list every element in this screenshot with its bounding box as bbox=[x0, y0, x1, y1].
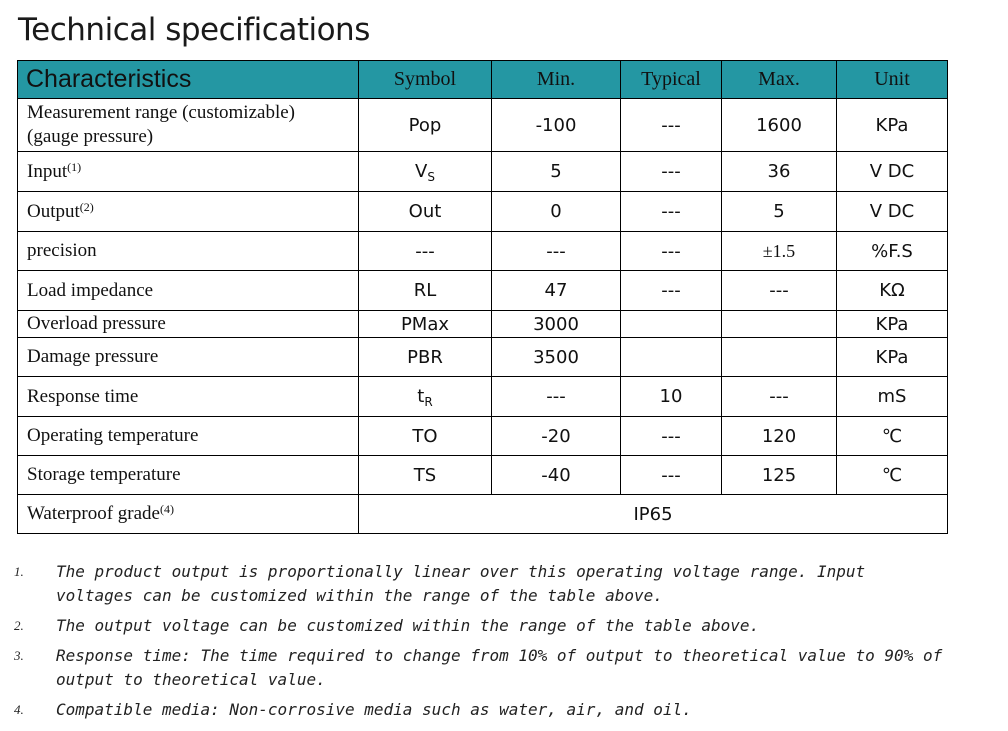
cell-max: 1600 bbox=[722, 99, 837, 152]
row-label: Operating temperature bbox=[18, 417, 359, 456]
cell-max: 36 bbox=[722, 152, 837, 192]
header-typical: Typical bbox=[621, 61, 722, 99]
row-label: Load impedance bbox=[18, 271, 359, 311]
cell-symbol: PBR bbox=[359, 338, 492, 377]
cell-typical: --- bbox=[621, 456, 722, 495]
symbol-subscript: R bbox=[424, 395, 433, 409]
cell-typical bbox=[621, 311, 722, 338]
cell-unit: ℃ bbox=[837, 456, 948, 495]
row-label bbox=[18, 152, 359, 192]
header-characteristics: Characteristics bbox=[18, 61, 359, 99]
header-symbol: Symbol bbox=[359, 61, 492, 99]
footnote-text: Response time: The time required to change from 10% of output to theoretical value to 90% of output to theoretical value. bbox=[56, 646, 943, 689]
cell-symbol: Pop bbox=[359, 99, 492, 152]
row-label-text: Waterproof grade bbox=[27, 503, 160, 524]
table-row bbox=[18, 377, 948, 417]
table-row bbox=[18, 456, 948, 495]
cell-unit: V DC bbox=[837, 152, 948, 192]
row-label-line1: Measurement range (customizable) bbox=[27, 102, 295, 123]
cell-max: 125 bbox=[722, 456, 837, 495]
cell-max: --- bbox=[722, 271, 837, 311]
row-label: precision bbox=[18, 232, 359, 271]
header-max: Max. bbox=[722, 61, 837, 99]
table-row bbox=[18, 99, 948, 152]
footnote-ref: (4) bbox=[159, 502, 174, 516]
header-unit: Unit bbox=[837, 61, 948, 99]
cell-max bbox=[722, 311, 837, 338]
header-row bbox=[18, 61, 948, 99]
footnote-number: 4. bbox=[14, 702, 24, 717]
table-row bbox=[18, 495, 948, 534]
cell-symbol: TO bbox=[359, 417, 492, 456]
cell-symbol: PMax bbox=[359, 311, 492, 338]
symbol-text: t bbox=[417, 386, 425, 407]
cell-min: -40 bbox=[492, 456, 621, 495]
cell-symbol bbox=[359, 377, 492, 417]
footnote-number: 1. bbox=[14, 564, 24, 579]
cell-typical: --- bbox=[621, 232, 722, 271]
cell-min: -20 bbox=[492, 417, 621, 456]
cell-min: 3500 bbox=[492, 338, 621, 377]
cell-unit: ℃ bbox=[837, 417, 948, 456]
spec-table bbox=[17, 60, 948, 534]
header-min: Min. bbox=[492, 61, 621, 99]
table-row bbox=[18, 192, 948, 232]
footnote-item bbox=[14, 698, 944, 722]
cell-unit: %F.S bbox=[837, 232, 948, 271]
cell-min: 0 bbox=[492, 192, 621, 232]
footnotes-list bbox=[14, 560, 944, 728]
cell-typical: --- bbox=[621, 192, 722, 232]
cell-symbol: TS bbox=[359, 456, 492, 495]
footnote-text: The output voltage can be customized within the range of the table above. bbox=[56, 616, 760, 635]
row-label bbox=[18, 192, 359, 232]
cell-typical: --- bbox=[621, 271, 722, 311]
row-label: Storage temperature bbox=[18, 456, 359, 495]
row-label-text: Output bbox=[27, 200, 80, 222]
cell-min: 5 bbox=[492, 152, 621, 192]
row-label bbox=[18, 99, 359, 152]
cell-typical: --- bbox=[621, 99, 722, 152]
footnote-item bbox=[14, 560, 944, 608]
cell-symbol: Out bbox=[359, 192, 492, 232]
row-label: Response time bbox=[18, 377, 359, 417]
cell-min: -100 bbox=[492, 99, 621, 152]
cell-min: 3000 bbox=[492, 311, 621, 338]
cell-min: --- bbox=[492, 377, 621, 417]
cell-waterproof-value: IP65 bbox=[359, 495, 948, 534]
symbol-subscript: S bbox=[427, 170, 435, 184]
cell-typical: 10 bbox=[621, 377, 722, 417]
cell-max: 120 bbox=[722, 417, 837, 456]
cell-unit: V DC bbox=[837, 192, 948, 232]
table-row bbox=[18, 417, 948, 456]
page-title: Technical specifications bbox=[18, 12, 370, 48]
footnote-text: Compatible media: Non-corrosive media such as water, air, and oil. bbox=[56, 700, 692, 719]
table-row bbox=[18, 152, 948, 192]
cell-max: ±1.5 bbox=[722, 232, 837, 271]
cell-typical bbox=[621, 338, 722, 377]
cell-unit: KPa bbox=[837, 338, 948, 377]
cell-unit: KΩ bbox=[837, 271, 948, 311]
footnote-item bbox=[14, 644, 944, 692]
cell-typical: --- bbox=[621, 417, 722, 456]
cell-max: --- bbox=[722, 377, 837, 417]
footnote-ref: (1) bbox=[67, 159, 82, 174]
cell-symbol bbox=[359, 152, 492, 192]
footnote-item bbox=[14, 614, 944, 638]
footnote-text: The product output is proportionally linear over this operating voltage range. Input voltages can be customized within the range of the table above. bbox=[56, 562, 866, 605]
cell-unit: mS bbox=[837, 377, 948, 417]
cell-min: 47 bbox=[492, 271, 621, 311]
footnote-number: 2. bbox=[14, 618, 24, 633]
cell-symbol: --- bbox=[359, 232, 492, 271]
cell-symbol: RL bbox=[359, 271, 492, 311]
footnote-ref: (2) bbox=[79, 199, 94, 214]
row-label bbox=[18, 495, 359, 534]
table-row bbox=[18, 271, 948, 311]
table-row bbox=[18, 311, 948, 338]
cell-max: 5 bbox=[722, 192, 837, 232]
row-label: Overload pressure bbox=[18, 311, 359, 338]
cell-min: --- bbox=[492, 232, 621, 271]
row-label: Damage pressure bbox=[18, 338, 359, 377]
footnote-number: 3. bbox=[14, 648, 24, 663]
symbol-text: V bbox=[415, 161, 428, 182]
table-row bbox=[18, 338, 948, 377]
row-label-line2: (gauge pressure) bbox=[27, 126, 154, 147]
cell-unit: KPa bbox=[837, 99, 948, 152]
cell-typical: --- bbox=[621, 152, 722, 192]
row-label-text: Input bbox=[27, 160, 68, 182]
table-row bbox=[18, 232, 948, 271]
cell-max bbox=[722, 338, 837, 377]
cell-unit: KPa bbox=[837, 311, 948, 338]
